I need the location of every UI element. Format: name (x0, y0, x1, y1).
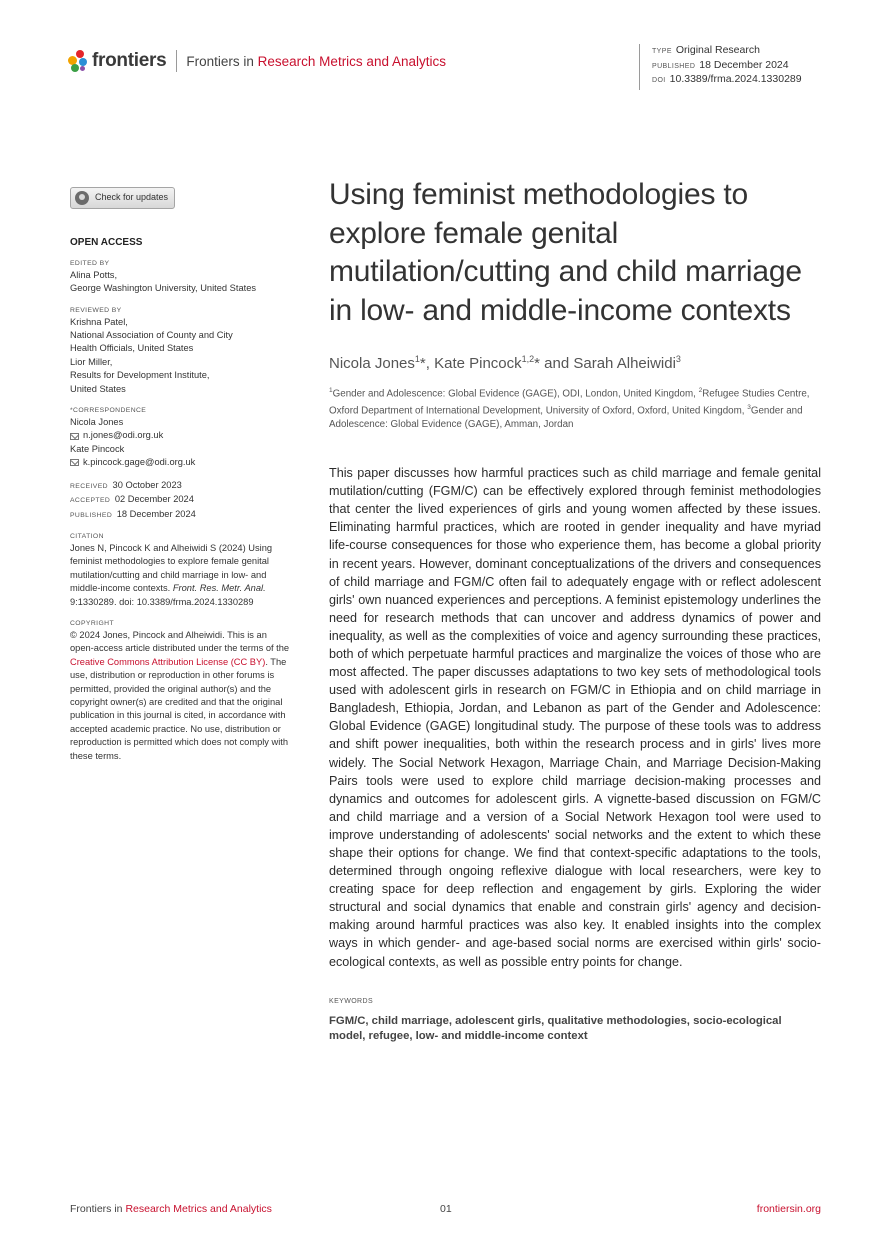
cc-by-license-link[interactable]: Creative Commons Attribution License (CC BY) (70, 656, 266, 667)
citation-doi[interactable]: doi: 10.3389/frma.2024.1330289 (119, 596, 254, 607)
editor-line: George Washington University, United States (70, 283, 257, 294)
email-link[interactable]: n.jones@odi.org.uk (83, 430, 164, 441)
mail-icon (70, 459, 79, 466)
author-name[interactable]: Sarah Alheiwidi (573, 355, 676, 372)
page-number: 01 (440, 1203, 452, 1215)
article-dates: RECEIVED 30 October 2023 ACCEPTED 02 December 2024 PUBLISHED 18 December 2024 (70, 479, 196, 519)
doi-link[interactable]: 10.3389/frma.2024.1330289 (669, 73, 802, 85)
reviewer-line: Krishna Patel, (70, 316, 128, 327)
header-divider (176, 50, 177, 72)
email-row (70, 456, 292, 469)
page-header (68, 44, 822, 94)
author-name[interactable]: Nicola Jones (329, 355, 415, 372)
email-row (70, 429, 292, 442)
keywords-heading: KEYWORDS (329, 997, 374, 1005)
accepted-date: 02 December 2024 (114, 494, 194, 505)
update-icon (75, 191, 89, 205)
journal-name[interactable]: Frontiers in Research Metrics and Analytics (186, 53, 446, 69)
copyright-heading: COPYRIGHT (70, 619, 115, 627)
author-name[interactable]: Kate Pincock (434, 355, 522, 372)
reviewer-line: Lior Miller, (70, 356, 113, 367)
article-meta: TYPE Original Research PUBLISHED 18 December 2024 DOI 10.3389/frma.2024.1330289 (639, 44, 802, 90)
open-access-label: OPEN ACCESS (70, 237, 143, 249)
frontiers-logo-icon (68, 50, 88, 72)
footer-site-link[interactable]: frontiersin.org (756, 1203, 821, 1215)
reviewer-line: United States (70, 383, 126, 394)
email-link[interactable]: k.pincock.gage@odi.org.uk (83, 457, 196, 468)
mail-icon (70, 433, 79, 440)
reviewer-line: National Association of County and City (70, 330, 233, 341)
reviewer-line: Results for Development Institute, (70, 370, 210, 381)
citation-heading: CITATION (70, 532, 104, 540)
correspondence-heading: *CORRESPONDENCE (70, 407, 147, 415)
reviewed-by-heading: REVIEWED BY (70, 306, 122, 314)
article-sidebar (70, 187, 292, 763)
author-list: Nicola Jones$^1$*, Kate Pincock$^{1,2}$* and Sarah Alheiwidi$^3$ (329, 354, 681, 372)
affiliations: $^1$Gender and Adolescence: Global Evidence (GAGE), ODI, London, United Kingdom, $^2$Refugee Studies Centre, Oxford Department of International Development, University of Oxford, Oxford, United Kingdom, $^3$Gender and Adolescence: Global Evidence (GAGE), Amman, Jordan (329, 387, 810, 430)
article-title: Using feminist methodologies to explore female genital mutilation/cutting and child marriage in low- and middle-income contexts (329, 178, 802, 327)
keywords: FGM/C, child marriage, adolescent girls, qualitative methodologies, socio-ecological model, refugee, low- and middle-income context (329, 1014, 782, 1043)
journal-branding (68, 50, 446, 72)
article-type: Original Research (675, 44, 760, 56)
editor-line: Alina Potts, (70, 269, 118, 280)
reviewer-line: Health Officials, United States (70, 343, 194, 354)
edited-by-heading: EDITED BY (70, 259, 110, 267)
check-for-updates-button[interactable]: Check for updates (70, 187, 175, 209)
published-date: 18 December 2024 (116, 508, 196, 519)
correspondent-name: Nicola Jones (70, 417, 124, 428)
received-date: 30 October 2023 (112, 479, 182, 490)
correspondent-name: Kate Pincock (70, 443, 125, 454)
published-date: 18 December 2024 (699, 58, 789, 71)
article-main (329, 176, 821, 1045)
footer-journal[interactable]: Frontiers in Research Metrics and Analytics (70, 1203, 272, 1215)
citation-text: Jones N, Pincock K and Alheiwidi S (2024) Using feminist methodologies to explore female genital mutilation/cutting and child marriage in low- and middle-income contexts. Front. Res. Metr. Anal. 9:1330289. doi: 10.3389/frma.2024.1330289 (70, 542, 273, 607)
abstract: This paper discusses how harmful practices such as child marriage and female genital mutilation/cutting (FGM/C) can be effectively explored through feminist methodologies that center the lived experiences of girls and young women affected by these issues. Eliminating harmful practices, which are rooted in gender inequality and have myriad life-course consequences for those who experience them, has become a global priority in recent years. However, dominant conceptualizations of the drivers and consequences of child marriage and FGM/C often fail to adequately engage with or reflect adolescent girls' own nuanced experiences and perceptions. A feminist epistemology underlines the need for research methods that can uncover and address dynamics of power and inequality, as well as the complexities of voice and agency surrounding these practices, both of which perpetuate harmful practices and marginalize the voices of those who are most affected. The paper discusses adaptations to two key sets of methodological tools used with adolescent girls in research on FGM/C in Ethiopia and on child marriage in Bangladesh, Ethiopia, Jordan, and Lebanon as part of the Gender and Adolescence: Global Evidence (GAGE) longitudinal study. The purpose of these tools was to address and shift power inequalities, both within the research process and in girls' lives more widely. The Social Network Hexagon, Marriage Chain, and Marriage Decision-Making Pairs tools were used to explore child marriage decision-making processes and dynamics and outcomes for adolescent girls. A vignette-based discussion on FGM/C and child marriage and a version of a Social Network Hexagon tool were used to improve understanding of adolescents' social networks and the extent to which these shape their options for change. We find that context-specific adaptations to the tools, determined through ongoing reflexive dialogue with local researchers, were key to creating space for deep reflection and engagement by girls. Exploring the wider structural and social dynamics that enable and constrain girls' agency and decision-making around harmful practices was also key. It enabled insights into the complex ways in which gender- and age-based social norms are exercised within girls' socio-ecological contexts, as well as possible entry points for change. (329, 466, 821, 969)
frontiers-logo-text: frontiers (92, 50, 167, 71)
copyright-text: © 2024 Jones, Pincock and Alheiwidi. This is an open-access article distributed under the terms of the Creative Commons Attribution License (CC BY). The use, distribution or reproduction in other forums is permitted, provided the original author(s) and the copyright owner(s) are credited and that the original publication in this journal is cited, in accordance with accepted academic practice. No use, distribution or reproduction is permitted which does not comply with these terms. (70, 629, 290, 761)
